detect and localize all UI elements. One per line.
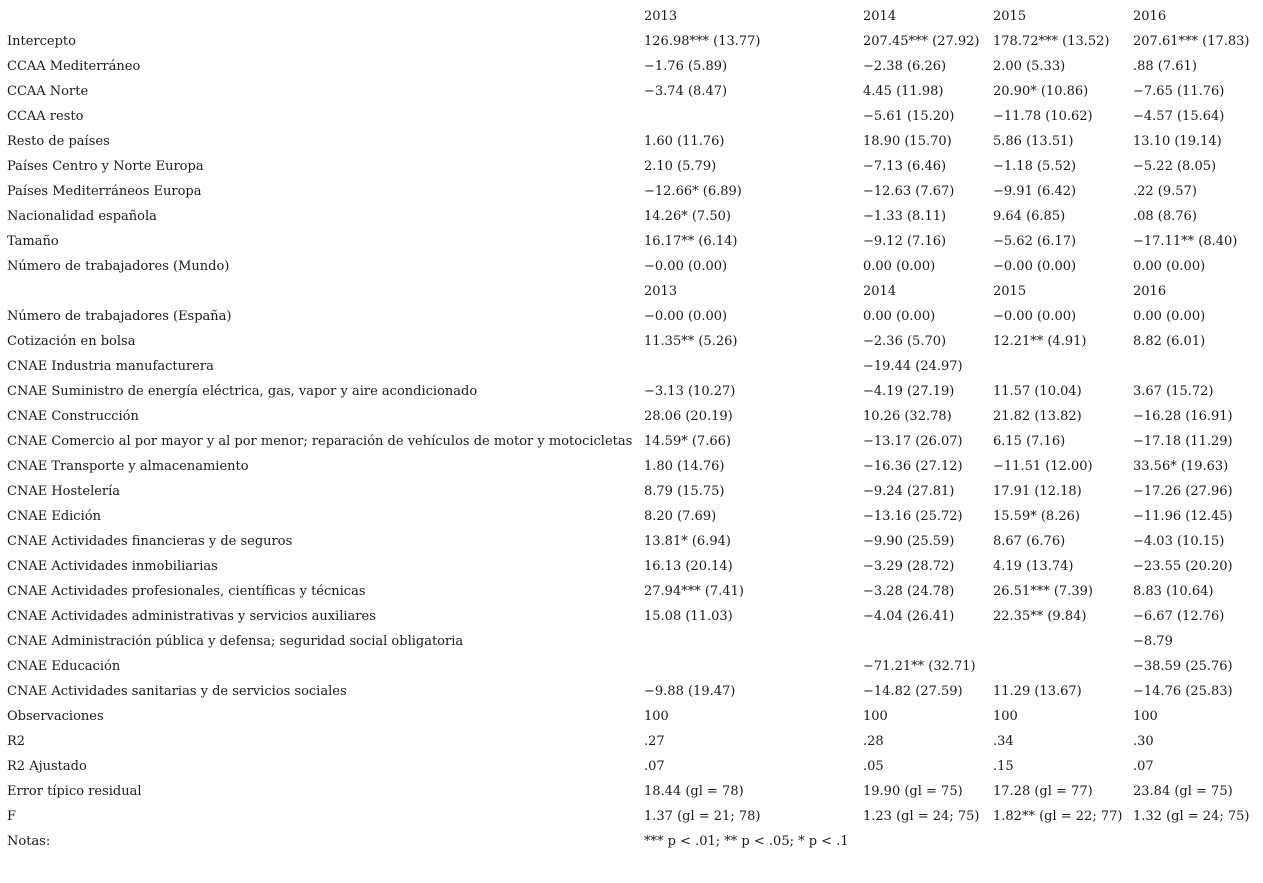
coefficient-cell: 14.59* (7.66): [644, 434, 731, 449]
table-row: [0, 179, 1263, 204]
coefficient-cell: 28.06 (20.19): [644, 409, 733, 424]
regression-table: [0, 4, 1263, 854]
row-label: Países Centro y Norte Europa: [7, 159, 204, 174]
row-label: R2 Ajustado: [7, 759, 87, 774]
coefficient-cell: −38.59 (25.76): [1133, 659, 1233, 674]
row-label: CNAE Actividades sanitarias y de servicios sociales: [7, 684, 347, 699]
coefficient-cell: 8.79 (15.75): [644, 484, 725, 499]
coefficient-cell: 1.23 (gl = 24; 75): [863, 809, 980, 824]
coefficient-cell: −0.00 (0.00): [993, 309, 1077, 324]
coefficient-cell: 8.82 (6.01): [1133, 334, 1206, 349]
coefficient-cell: −13.17 (26.07): [863, 434, 963, 449]
row-label: Número de trabajadores (España): [7, 309, 232, 324]
coefficient-cell: −4.57 (15.64): [1133, 109, 1225, 124]
table-row: [0, 529, 1263, 554]
coefficient-cell: 1.60 (11.76): [644, 134, 725, 149]
coefficient-cell: .15: [993, 759, 1014, 774]
coefficient-cell: [863, 629, 993, 654]
coefficient-cell: 16.13 (20.14): [644, 559, 733, 574]
row-label: CNAE Actividades inmobiliarias: [7, 559, 218, 574]
coefficient-cell: −2.38 (6.26): [863, 59, 947, 74]
table-row: [0, 579, 1263, 604]
row-label: F: [7, 809, 17, 824]
coefficient-cell: 17.28 (gl = 77): [993, 784, 1093, 799]
coefficient-cell: −1.76 (5.89): [644, 59, 728, 74]
year-header-row: [0, 279, 1263, 304]
coefficient-cell: [644, 354, 863, 379]
row-label: Nacionalidad española: [7, 209, 157, 224]
row-label: CNAE Actividades financieras y de seguros: [7, 534, 293, 549]
table-row: [0, 379, 1263, 404]
coefficient-cell: −16.28 (16.91): [1133, 409, 1233, 424]
coefficient-cell: 15.08 (11.03): [644, 609, 733, 624]
row-label: CNAE Educación: [7, 659, 121, 674]
coefficient-cell: 14.26* (7.50): [644, 209, 731, 224]
row-label: Cotización en bolsa: [7, 334, 136, 349]
coefficient-cell: 0.00 (0.00): [863, 309, 936, 324]
coefficient-cell: −9.24 (27.81): [863, 484, 955, 499]
coefficient-cell: 18.44 (gl = 78): [644, 784, 744, 799]
coefficient-cell: 100: [993, 709, 1018, 724]
coefficient-cell: −9.91 (6.42): [993, 184, 1077, 199]
coefficient-cell: −11.78 (10.62): [993, 109, 1093, 124]
coefficient-cell: −3.74 (8.47): [644, 84, 728, 99]
table-row: [0, 129, 1263, 154]
row-label: CCAA resto: [7, 109, 84, 124]
coefficient-cell: 13.10 (19.14): [1133, 134, 1222, 149]
coefficient-cell: 0.00 (0.00): [863, 259, 936, 274]
coefficient-cell: −8.79: [1133, 634, 1173, 649]
coefficient-cell: −0.00 (0.00): [644, 309, 728, 324]
coefficient-cell: [644, 104, 863, 129]
coefficient-cell: 207.45*** (27.92): [863, 34, 980, 49]
coefficient-cell: −7.65 (11.76): [1133, 84, 1225, 99]
coefficient-cell: [1133, 354, 1263, 379]
row-label: CNAE Suministro de energía eléctrica, gas, vapor y aire acondicionado: [7, 384, 478, 399]
table-row: [0, 229, 1263, 254]
row-label: Resto de países: [7, 134, 110, 149]
row-label: Número de trabajadores (Mundo): [7, 259, 230, 274]
coefficient-cell: −17.11** (8.40): [1133, 234, 1238, 249]
row-label: CNAE Actividades administrativas y servicios auxiliares: [7, 609, 376, 624]
row-label: [0, 279, 644, 304]
row-label: CNAE Industria manufacturera: [7, 359, 214, 374]
coefficient-cell: 21.82 (13.82): [993, 409, 1082, 424]
coefficient-cell: 11.57 (10.04): [993, 384, 1082, 399]
notes-text: *** p < .01; ** p < .05; * p < .1: [644, 834, 849, 849]
table-row: [0, 704, 1263, 729]
coefficient-cell: −4.03 (10.15): [1133, 534, 1225, 549]
coefficient-cell: 9.64 (6.85): [993, 209, 1066, 224]
coefficient-cell: −7.13 (6.46): [863, 159, 947, 174]
coefficient-cell: .88 (7.61): [1133, 59, 1197, 74]
coefficient-cell: 1.82** (gl = 22; 77): [993, 809, 1123, 824]
table-row: [0, 754, 1263, 779]
coefficient-cell: −12.63 (7.67): [863, 184, 955, 199]
coefficient-cell: .07: [644, 759, 665, 774]
coefficient-cell: −17.26 (27.96): [1133, 484, 1233, 499]
table-row: [0, 629, 1263, 654]
coefficient-cell: 100: [863, 709, 888, 724]
table-row: [0, 54, 1263, 79]
coefficient-cell: −23.55 (20.20): [1133, 559, 1233, 574]
coefficient-cell: −1.18 (5.52): [993, 159, 1077, 174]
year-header-cell: 2014: [863, 9, 897, 24]
row-label: CNAE Actividades profesionales, científicas y técnicas: [7, 584, 366, 599]
coefficient-cell: [993, 354, 1133, 379]
coefficient-cell: .05: [863, 759, 884, 774]
coefficient-cell: −4.19 (27.19): [863, 384, 955, 399]
coefficient-cell: 22.35** (9.84): [993, 609, 1087, 624]
table-row: [0, 454, 1263, 479]
row-label: Observaciones: [7, 709, 104, 724]
coefficient-cell: .22 (9.57): [1133, 184, 1197, 199]
year-header-cell: 2013: [644, 9, 678, 24]
coefficient-cell: 4.45 (11.98): [863, 84, 944, 99]
row-label: R2: [7, 734, 26, 749]
year-header-cell: 2015: [993, 284, 1027, 299]
coefficient-cell: [644, 654, 863, 679]
table-row: [0, 354, 1263, 379]
notes-label: Notas:: [7, 834, 51, 849]
coefficient-cell: 207.61*** (17.83): [1133, 34, 1250, 49]
table-row: [0, 804, 1263, 829]
table-row: [0, 654, 1263, 679]
coefficient-cell: [993, 654, 1133, 679]
coefficient-cell: 15.59* (8.26): [993, 509, 1080, 524]
coefficient-cell: 5.86 (13.51): [993, 134, 1074, 149]
coefficient-cell: 8.20 (7.69): [644, 509, 717, 524]
year-header-cell: 2013: [644, 284, 678, 299]
table-row: [0, 604, 1263, 629]
coefficient-cell: −4.04 (26.41): [863, 609, 955, 624]
coefficient-cell: −2.36 (5.70): [863, 334, 947, 349]
table-row: [0, 304, 1263, 329]
row-label: CNAE Transporte y almacenamiento: [7, 459, 249, 474]
coefficient-cell: −0.00 (0.00): [644, 259, 728, 274]
year-header-cell: 2016: [1133, 284, 1167, 299]
coefficient-cell: .30: [1133, 734, 1154, 749]
coefficient-cell: 3.67 (15.72): [1133, 384, 1214, 399]
coefficient-cell: −71.21** (32.71): [863, 659, 976, 674]
coefficient-cell: 178.72*** (13.52): [993, 34, 1110, 49]
coefficient-cell: 100: [1133, 709, 1158, 724]
table-row: [0, 479, 1263, 504]
coefficient-cell: −14.82 (27.59): [863, 684, 963, 699]
table-row: [0, 329, 1263, 354]
coefficient-cell: .34: [993, 734, 1014, 749]
table-row: [0, 554, 1263, 579]
year-header-cell: 2014: [863, 284, 897, 299]
coefficient-cell: −3.28 (24.78): [863, 584, 955, 599]
coefficient-cell: 0.00 (0.00): [1133, 309, 1206, 324]
coefficient-cell: [993, 629, 1133, 654]
coefficient-cell: 126.98*** (13.77): [644, 34, 761, 49]
coefficient-cell: 8.67 (6.76): [993, 534, 1066, 549]
year-header-row: [0, 4, 1263, 29]
row-label: [0, 4, 644, 29]
coefficient-cell: 11.29 (13.67): [993, 684, 1082, 699]
coefficient-cell: −3.13 (10.27): [644, 384, 736, 399]
coefficient-cell: .28: [863, 734, 884, 749]
coefficient-cell: 6.15 (7.16): [993, 434, 1066, 449]
coefficient-cell: 2.10 (5.79): [644, 159, 717, 174]
row-label: CNAE Construcción: [7, 409, 139, 424]
coefficient-cell: −14.76 (25.83): [1133, 684, 1233, 699]
coefficient-cell: 13.81* (6.94): [644, 534, 731, 549]
coefficient-cell: 1.37 (gl = 21; 78): [644, 809, 761, 824]
notes-row: [0, 829, 1263, 854]
table-row: [0, 204, 1263, 229]
coefficient-cell: 18.90 (15.70): [863, 134, 952, 149]
coefficient-cell: 26.51*** (7.39): [993, 584, 1093, 599]
coefficient-cell: −11.96 (12.45): [1133, 509, 1233, 524]
coefficient-cell: −9.90 (25.59): [863, 534, 955, 549]
coefficient-cell: −9.88 (19.47): [644, 684, 736, 699]
table-row: [0, 29, 1263, 54]
row-label: CNAE Comercio al por mayor y al por menor; reparación de vehículos de motor y motocicletas: [7, 434, 633, 449]
year-header-cell: 2016: [1133, 9, 1167, 24]
table-row: [0, 104, 1263, 129]
coefficient-cell: 1.80 (14.76): [644, 459, 725, 474]
coefficient-cell: .08 (8.76): [1133, 209, 1197, 224]
row-label: Tamaño: [7, 234, 59, 249]
coefficient-cell: −5.62 (6.17): [993, 234, 1077, 249]
table-row: [0, 679, 1263, 704]
coefficient-cell: 11.35** (5.26): [644, 334, 738, 349]
row-label: CNAE Hostelería: [7, 484, 121, 499]
coefficient-cell: 27.94*** (7.41): [644, 584, 744, 599]
table-body: [0, 4, 1263, 854]
coefficient-cell: 2.00 (5.33): [993, 59, 1066, 74]
coefficient-cell: −9.12 (7.16): [863, 234, 947, 249]
coefficient-cell: −16.36 (27.12): [863, 459, 963, 474]
row-label: Intercepto: [7, 34, 76, 49]
row-label: CCAA Mediterráneo: [7, 59, 141, 74]
table-row: [0, 79, 1263, 104]
table-row: [0, 404, 1263, 429]
coefficient-cell: 16.17** (6.14): [644, 234, 738, 249]
coefficient-cell: −1.33 (8.11): [863, 209, 947, 224]
coefficient-cell: 1.32 (gl = 24; 75): [1133, 809, 1250, 824]
table-row: [0, 254, 1263, 279]
coefficient-cell: 0.00 (0.00): [1133, 259, 1206, 274]
coefficient-cell: 8.83 (10.64): [1133, 584, 1214, 599]
table-row: [0, 504, 1263, 529]
coefficient-cell: 4.19 (13.74): [993, 559, 1074, 574]
table-row: [0, 729, 1263, 754]
coefficient-cell: −13.16 (25.72): [863, 509, 963, 524]
coefficient-cell: 19.90 (gl = 75): [863, 784, 963, 799]
coefficient-cell: −5.61 (15.20): [863, 109, 955, 124]
coefficient-cell: .07: [1133, 759, 1154, 774]
coefficient-cell: 100: [644, 709, 669, 724]
coefficient-cell: .27: [644, 734, 665, 749]
coefficient-cell: 10.26 (32.78): [863, 409, 952, 424]
coefficient-cell: −11.51 (12.00): [993, 459, 1093, 474]
coefficient-cell: −17.18 (11.29): [1133, 434, 1233, 449]
coefficient-cell: −3.29 (28.72): [863, 559, 955, 574]
year-header-cell: 2015: [993, 9, 1027, 24]
coefficient-cell: 17.91 (12.18): [993, 484, 1082, 499]
coefficient-cell: 33.56* (19.63): [1133, 459, 1229, 474]
row-label: Países Mediterráneos Europa: [7, 184, 202, 199]
coefficient-cell: [644, 629, 863, 654]
row-label: CNAE Edición: [7, 509, 101, 524]
table-row: [0, 429, 1263, 454]
coefficient-cell: −0.00 (0.00): [993, 259, 1077, 274]
coefficient-cell: 20.90* (10.86): [993, 84, 1089, 99]
coefficient-cell: −19.44 (24.97): [863, 359, 963, 374]
row-label: CCAA Norte: [7, 84, 89, 99]
coefficient-cell: −6.67 (12.76): [1133, 609, 1225, 624]
coefficient-cell: 23.84 (gl = 75): [1133, 784, 1233, 799]
coefficient-cell: −5.22 (8.05): [1133, 159, 1217, 174]
coefficient-cell: 12.21** (4.91): [993, 334, 1087, 349]
table-row: [0, 779, 1263, 804]
row-label: Error típico residual: [7, 784, 142, 799]
table-row: [0, 154, 1263, 179]
coefficient-cell: −12.66* (6.89): [644, 184, 742, 199]
row-label: CNAE Administración pública y defensa; seguridad social obligatoria: [7, 634, 464, 649]
